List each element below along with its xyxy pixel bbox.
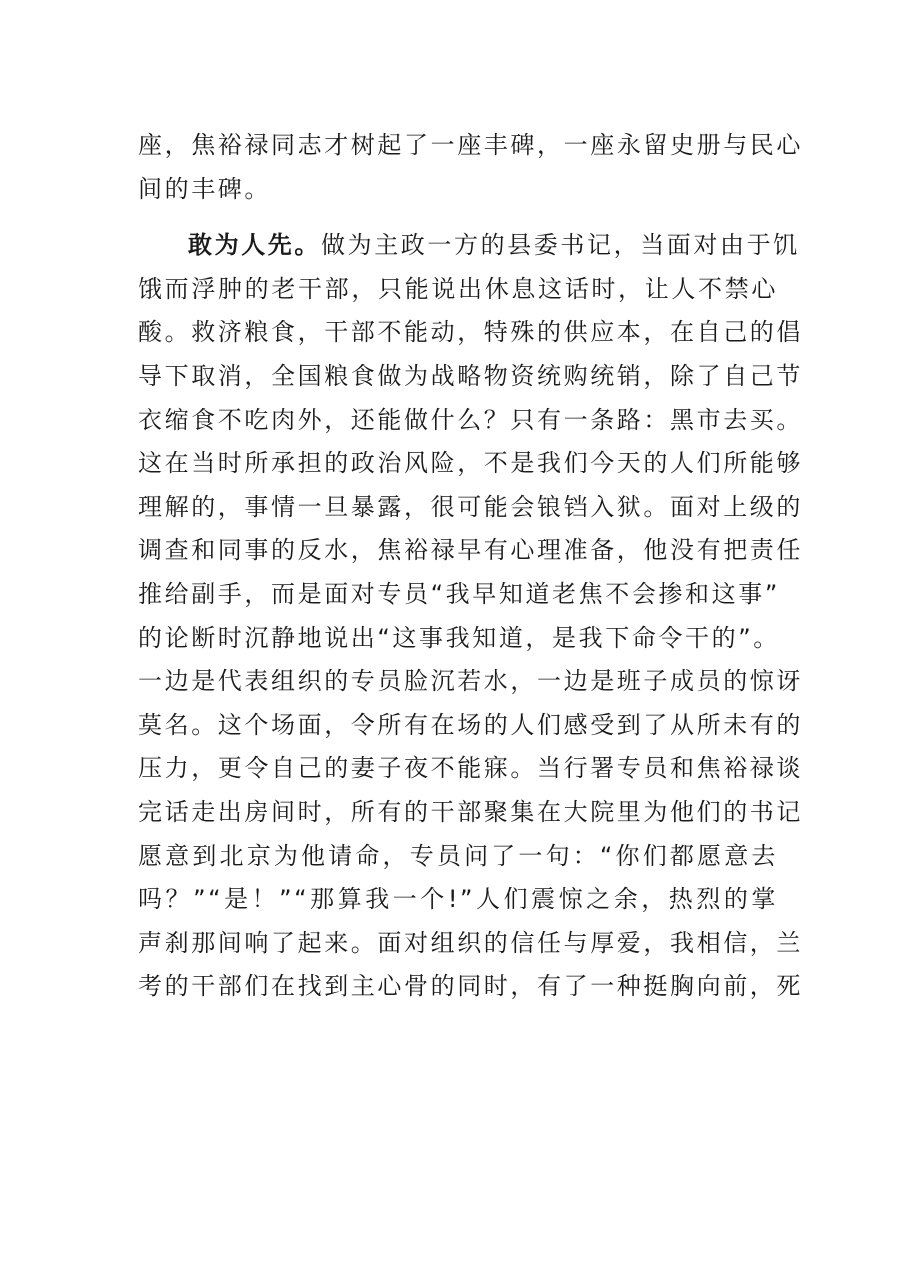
text-line: 酸。救济粮食，干部不能动，特殊的供应本，在自己的倡	[138, 318, 803, 347]
text-line: 这在当时所承担的政治风险，不是我们今天的人们所能够	[138, 449, 803, 478]
paragraph-1	[138, 124, 803, 211]
paragraph-spacer	[138, 211, 778, 224]
text-line: 衣缩食不吃肉外，还能做什么？只有一条路：黑市去买。	[138, 405, 803, 434]
text-line: 饿而浮肿的老干部，只能说出休息这话时，让人不禁心	[138, 274, 778, 303]
body-text	[138, 124, 803, 1009]
text-line: 导下取消，全国粮食做为战略物资统购统销，除了自己节	[138, 361, 803, 390]
text-line-first	[138, 224, 800, 268]
text-line: 座，焦裕禄同志才树起了一座丰碑，一座永留史册与民心	[138, 131, 803, 159]
paragraph-2	[138, 224, 803, 1009]
text-line: 压力，更令自己的妻子夜不能寐。当行署专员和焦裕禄谈	[138, 754, 803, 783]
text-line: 推给副手，而是面对专员“我早知道老焦不会掺和这事”	[138, 579, 780, 608]
text-line: 理解的，事情一旦暴露，很可能会锒铛入狱。面对上级的	[138, 492, 803, 521]
text-line: 间的丰碑。	[138, 174, 271, 203]
text-line: 声刹那间响了起来。面对组织的信任与厚爱，我相信，兰	[138, 928, 803, 957]
text-line: 一边是代表组织的专员脸沉若水，一边是班子成员的惊讶	[138, 667, 803, 696]
text-line: 的论断时沉静地说出“这事我知道，是我下命令干的”。	[138, 623, 780, 652]
text-line: 莫名。这个场面，令所有在场的人们感受到了从所未有的	[138, 710, 803, 739]
text-run: 做为主政一方的县委书记，当面对由于饥	[321, 231, 800, 260]
text-line: 完话走出房间时，所有的干部聚集在大院里为他们的书记	[138, 797, 803, 826]
text-line: 调查和同事的反水，焦裕禄早有心理准备，他没有把责任	[138, 536, 803, 565]
text-line: 吗？”“是！”“那算我一个!”人们震惊之余，热烈的掌	[138, 885, 778, 914]
text-line: 考的干部们在找到主心骨的同时，有了一种挺胸向前，死	[138, 972, 803, 1001]
paragraph-heading: 敢为人先。	[188, 231, 321, 260]
text-line: 愿意到北京为他请命，专员问了一句：“你们都愿意去	[138, 841, 778, 870]
